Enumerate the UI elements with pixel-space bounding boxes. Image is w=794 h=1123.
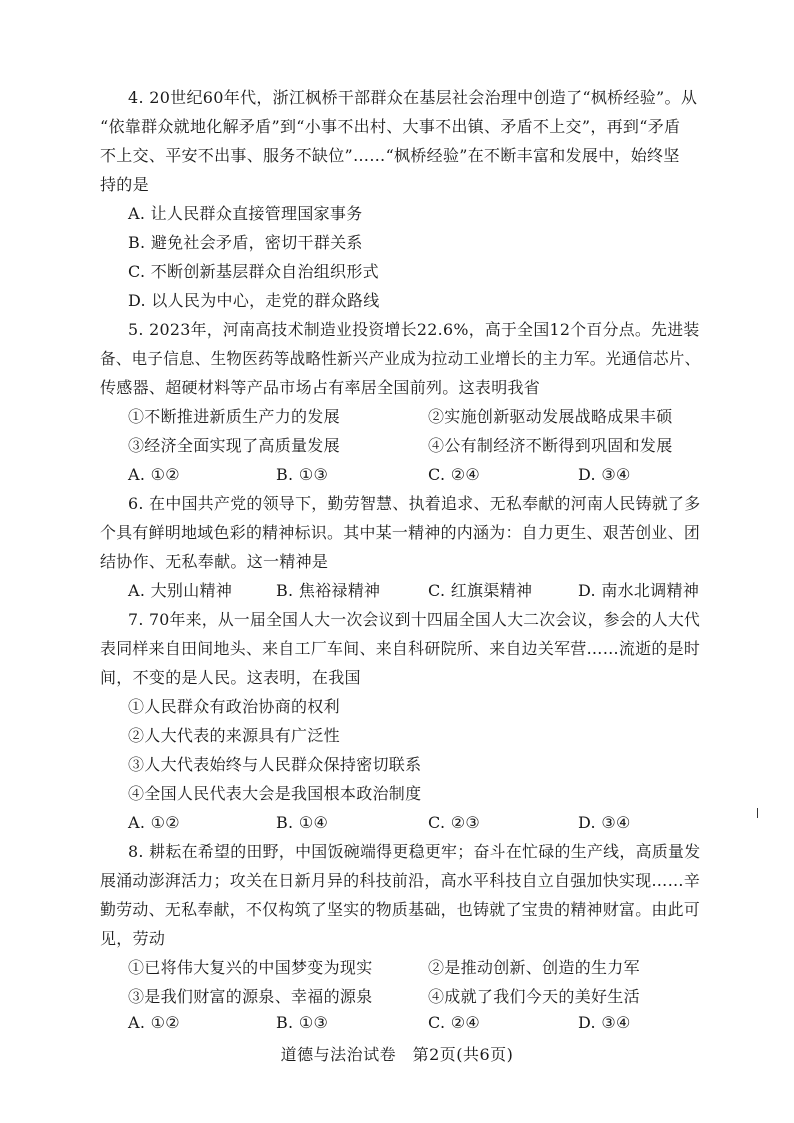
q4-stem-line-3: 不上交、平安不出事、服务不缺位”……“枫桥经验”在不断丰富和发展中，始终坚 [100, 146, 680, 165]
q8-choice-d: D. ③④ [578, 1013, 631, 1032]
q6-stem-line-2: 个具有鲜明地域色彩的精神标识。其中某一精神的内涵为：自力更生、艰苦创业、团 [100, 523, 701, 542]
q5-statement-2: ②实施创新驱动发展战略成果丰硕 [428, 407, 673, 426]
q5-stem-line-3: 传感器、超硬材料等产品市场占有率居全国前列。这表明我省 [100, 378, 541, 397]
q4-stem-line-1: 4. 20世纪60年代，浙江枫桥干部群众在基层社会治理中创造了“枫桥经验”。从 [128, 88, 698, 107]
q6-stem-line-1: 6. 在中国共产党的领导下，勤劳智慧、执着追求、无私奉献的河南人民铸就了多 [128, 494, 701, 513]
q7-stem-line-3: 间，不变的是人民。这表明，在我国 [100, 668, 361, 687]
q4-option-d: D. 以人民为中心，走党的群众路线 [128, 291, 380, 310]
q8-choice-c: C. ②④ [428, 1013, 481, 1032]
q7-choice-b: B. ①④ [276, 813, 329, 832]
q8-statement-2: ②是推动创新、创造的生力军 [428, 958, 640, 977]
q8-stem-line-2: 展涌动澎湃活力；攻关在日新月异的科技前沿，高水平科技自立自强加快实现……辛 [100, 871, 701, 890]
q5-stem-line-1: 5. 2023年，河南高技术制造业投资增长22.6%，高于全国12个百分点。先进装 [128, 320, 700, 339]
q8-stem-line-1: 8. 耕耘在希望的田野，中国饭碗端得更稳更牢；奋斗在忙碌的生产线，高质量发 [128, 842, 701, 861]
q6-choice-d: D. 南水北调精神 [578, 581, 700, 600]
q7-stem-line-1: 7. 70年来，从一届全国人大一次会议到十四届全国人大二次会议，参会的人大代 [128, 610, 701, 629]
q4-option-a: A. 让人民群众直接管理国家事务 [128, 204, 363, 223]
q5-choice-c: C. ②④ [428, 465, 481, 484]
q6-stem-line-3: 结协作、无私奉献。这一精神是 [100, 552, 329, 571]
q7-statement-3: ③人大代表始终与人民群众保持密切联系 [128, 755, 422, 774]
q6-choice-a: A. 大别山精神 [128, 581, 233, 600]
page-footer: 道德与法治试卷 第2页(共6页) [280, 1045, 514, 1064]
q6-choice-c: C. 红旗渠精神 [428, 581, 533, 600]
q7-stem-line-2: 表同样来自田间地头、来自工厂车间、来自科研院所、来自边关军营……流逝的是时 [100, 639, 701, 658]
q4-stem-line-2: “依靠群众就地化解矛盾”到“小事不出村、大事不出镇、矛盾不上交”，再到“矛盾 [100, 117, 681, 136]
q5-choice-d: D. ③④ [578, 465, 631, 484]
q4-stem-line-4: 持的是 [100, 175, 149, 194]
q7-choice-c: C. ②③ [428, 813, 481, 832]
q8-choice-b: B. ①③ [276, 1013, 329, 1032]
q4-option-c: C. 不断创新基层群众自治组织形式 [128, 262, 379, 281]
q7-statement-4: ④全国人民代表大会是我国根本政治制度 [128, 784, 422, 803]
q7-choice-d: D. ③④ [578, 813, 631, 832]
q7-statement-1: ①人民群众有政治协商的权利 [128, 697, 340, 716]
q5-choice-a: A. ①② [128, 465, 180, 484]
q8-statement-4: ④成就了我们今天的美好生活 [428, 987, 640, 1006]
q6-choice-b: B. 焦裕禄精神 [276, 581, 381, 600]
q8-statement-3: ③是我们财富的源泉、幸福的源泉 [128, 987, 373, 1006]
q8-stem-line-3: 勤劳动、无私奉献，不仅构筑了坚实的物质基础，也铸就了宝贵的精神财富。由此可 [100, 900, 701, 919]
q7-choice-a: A. ①② [128, 813, 180, 832]
scan-mark [757, 808, 758, 818]
q5-statement-1: ①不断推进新质生产力的发展 [128, 407, 340, 426]
q5-statement-4: ④公有制经济不断得到巩固和发展 [428, 436, 673, 455]
q7-statement-2: ②人大代表的来源具有广泛性 [128, 726, 340, 745]
q5-statement-3: ③经济全面实现了高质量发展 [128, 436, 340, 455]
q8-stem-line-4: 见，劳动 [100, 929, 166, 948]
q4-option-b: B. 避免社会矛盾，密切干群关系 [128, 233, 363, 252]
q5-choice-b: B. ①③ [276, 465, 329, 484]
q5-stem-line-2: 备、电子信息、生物医药等战略性新兴产业成为拉动工业增长的主力军。光通信芯片、 [100, 349, 701, 368]
q8-choice-a: A. ①② [128, 1013, 180, 1032]
q8-statement-1: ①已将伟大复兴的中国梦变为现实 [128, 958, 373, 977]
